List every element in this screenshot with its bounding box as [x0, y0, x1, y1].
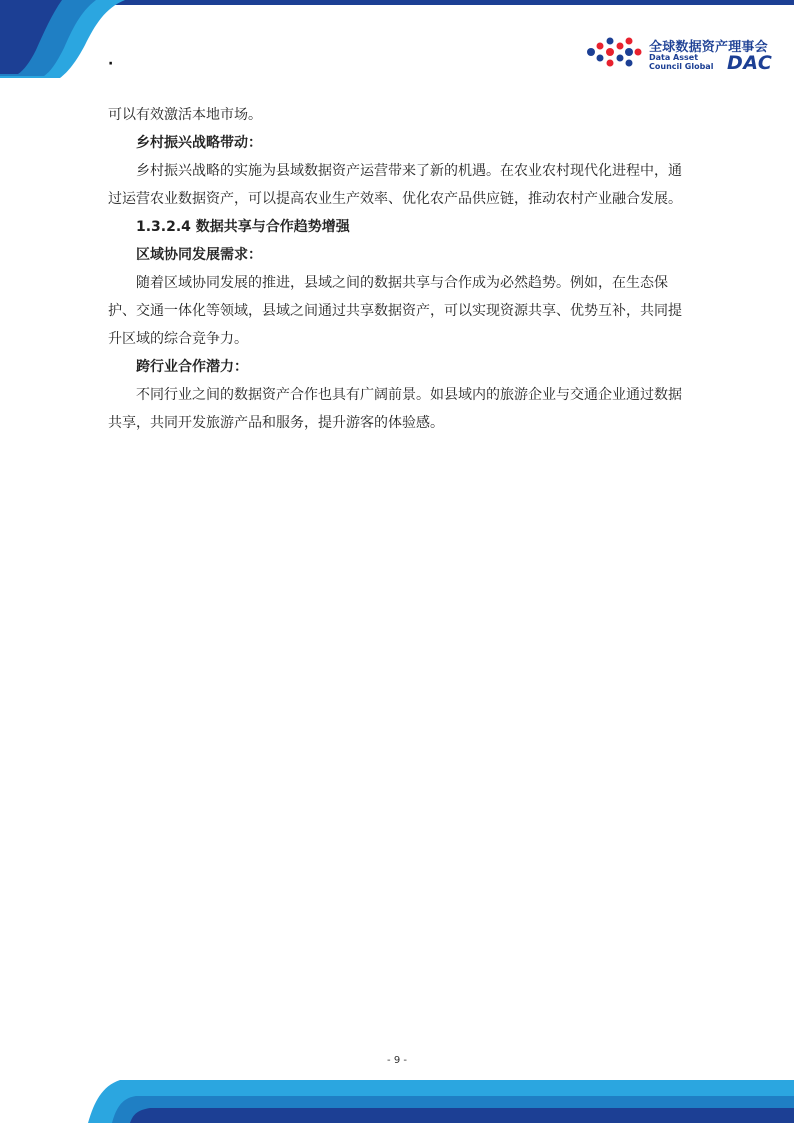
heading-cross-industry: 跨行业合作潜力：: [136, 359, 248, 375]
document-body: [108, 101, 688, 437]
logo-english-name: [649, 53, 713, 71]
section-heading-1-3-2-4: 1.3.2.4 数据共享与合作趋势增强: [136, 219, 350, 235]
logo-english-line2: Council Global: [649, 62, 714, 71]
paragraph-local-market: 可以有效激活本地市场。: [108, 107, 262, 123]
logo-english-line1: Data Asset: [649, 53, 699, 62]
logo-chinese-name: 全球数据资产理事会: [649, 40, 768, 55]
logo-abbreviation: DAC: [727, 52, 773, 74]
page-number: - 9 -: [387, 1055, 407, 1066]
paragraph-rural-revitalization: 乡村振兴战略的实施为县域数据资产运营带来了新的机遇。在农业农村现代化进程中，通过运营农业数据资产，可以提高农业生产效率、优化农产品供应链，推动农村产业融合发展。: [108, 163, 682, 207]
dac-logo: [585, 34, 785, 76]
heading-rural-revitalization: 乡村振兴战略带动：: [136, 135, 262, 151]
heading-regional-coordination: 区域协同发展需求：: [136, 247, 262, 263]
footer-band: [0, 1050, 794, 1123]
paragraph-cross-industry: 不同行业之间的数据资产合作也具有广阔前景。如县域内的旅游企业与交通企业通过数据共享，共同开发旅游产品和服务，提升游客的体验感。: [108, 387, 682, 431]
header-dot: ·: [108, 56, 114, 72]
logo-dots-icon: [585, 34, 645, 76]
paragraph-regional-coordination: 随着区域协同发展的推进，县域之间的数据共享与合作成为必然趋势。例如，在生态保护、交通一体化等领域，县域之间通过共享数据资产，可以实现资源共享、优势互补，共同提升区域的综合竞争力。: [108, 275, 682, 347]
